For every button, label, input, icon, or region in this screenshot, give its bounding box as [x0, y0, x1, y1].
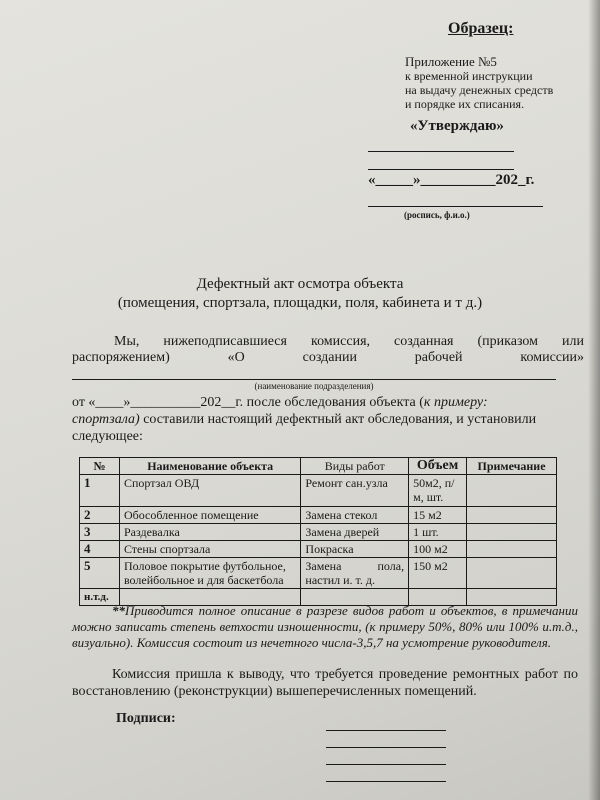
footnote-marker: **: [112, 603, 125, 618]
row-remark: [467, 507, 557, 524]
signatures-label: Подписи:: [116, 711, 176, 726]
row-etc-label: н.т.д.: [80, 589, 120, 606]
signature-caption: (роспись, ф.и.о.): [404, 210, 470, 220]
row-number: 2: [80, 507, 120, 524]
header-object-name: Наименование объекта: [119, 458, 300, 475]
body-line-1: [72, 394, 584, 412]
row-number: 5: [80, 558, 120, 589]
body-line-1-text: от «____»__________202__г. после обследования объекта (: [72, 395, 424, 410]
table-row: [80, 558, 557, 589]
document-title-line1: Дефектный акт осмотра объекта: [196, 276, 404, 292]
footnote: [72, 603, 578, 651]
table-row: [80, 507, 557, 524]
signature-line: [326, 747, 446, 748]
table-row: [80, 541, 557, 558]
table-row: [80, 524, 557, 541]
body-line-3: следующее:: [72, 429, 143, 444]
intro-line-1: Мы, нижеподписавшиеся комиссия, созданная (приказом или: [114, 334, 584, 349]
header-number: №: [80, 458, 120, 475]
row-number: 1: [80, 475, 120, 507]
row-work: Замена дверей: [301, 524, 409, 541]
row-number: 3: [80, 524, 120, 541]
intro-line-2: распоряжением) «О создании рабочей комиссии»: [72, 350, 584, 365]
approver-position-line: [368, 151, 514, 152]
header-remark: Примечание: [467, 458, 557, 475]
department-blank-line: [72, 379, 556, 380]
row-object: Спортзал ОВД: [119, 475, 300, 507]
row-number: 4: [80, 541, 120, 558]
signature-line: [326, 730, 446, 731]
row-volume: 100 м2: [409, 541, 467, 558]
appendix-line: к временной инструкции: [405, 69, 533, 83]
approve-label: «Утверждаю»: [410, 118, 504, 134]
document-title: [0, 275, 600, 313]
body-line-2-text: составили настоящий дефектный акт обследования, и установили: [139, 412, 537, 427]
footnote-text: Приводится полное описание в разрезе видов работ и объектов, в примечании можно записать степень ветхости изношенности, (к примеру 50%, 80% или 100% и.т.д., визуально). Комиссия состоит из нечетного числа-3,5,7 на усмотрение руководителя.: [72, 603, 578, 650]
approval-date-line: «_____»__________202_г.: [368, 172, 535, 188]
document-title-line2: (помещения, спортзала, площадки, поля, кабинета и т д.): [117, 295, 483, 311]
page-edge-shadow: [588, 0, 600, 800]
appendix-block: [405, 55, 553, 111]
appendix-line: на выдачу денежных средств: [405, 83, 554, 97]
approver-name-line: [368, 169, 514, 170]
body-line-2-example: спортзала): [72, 412, 140, 427]
row-work: Замена стекол: [301, 507, 409, 524]
works-table: [79, 457, 557, 606]
row-remark: [467, 541, 557, 558]
table-row: [80, 475, 557, 507]
row-remark: [467, 475, 557, 507]
row-volume: 15 м2: [409, 507, 467, 524]
appendix-line: Приложение №5: [405, 54, 497, 69]
row-volume: 1 шт.: [409, 524, 467, 541]
row-work: Покраска: [301, 541, 409, 558]
body-line-2: [72, 411, 584, 429]
row-volume: 50м2, п/м, шт.: [409, 475, 467, 507]
approver-signature-line: [368, 206, 543, 207]
sample-title: Образец:: [448, 20, 514, 37]
row-work: Ремонт сан.узла: [301, 475, 409, 507]
row-remark: [467, 558, 557, 589]
header-work-type: Виды работ: [301, 458, 409, 475]
signature-line: [326, 781, 446, 782]
table-header-row: [80, 458, 557, 475]
body-line-1-example: к примеру:: [423, 395, 488, 410]
row-object: Половое покрытие футбольное, волейбольное и для баскетбола: [119, 558, 300, 589]
row-object: Стены спортзала: [119, 541, 300, 558]
row-object: Раздевалка: [119, 524, 300, 541]
row-volume: 150 м2: [409, 558, 467, 589]
row-work: Замена пола, настил и. т. д.: [301, 558, 409, 589]
row-object: Обособленное помещение: [119, 507, 300, 524]
department-caption: (наименование подразделения): [254, 381, 374, 391]
conclusion-text: Комиссия пришла к выводу, что требуется проведение ремонтных работ по восстановлению (реконструкции) вышеперечисленных помещений.: [72, 667, 578, 699]
row-remark: [467, 524, 557, 541]
signature-line: [326, 764, 446, 765]
appendix-line: и порядке их списания.: [405, 97, 525, 111]
header-volume: Объем: [409, 458, 467, 475]
